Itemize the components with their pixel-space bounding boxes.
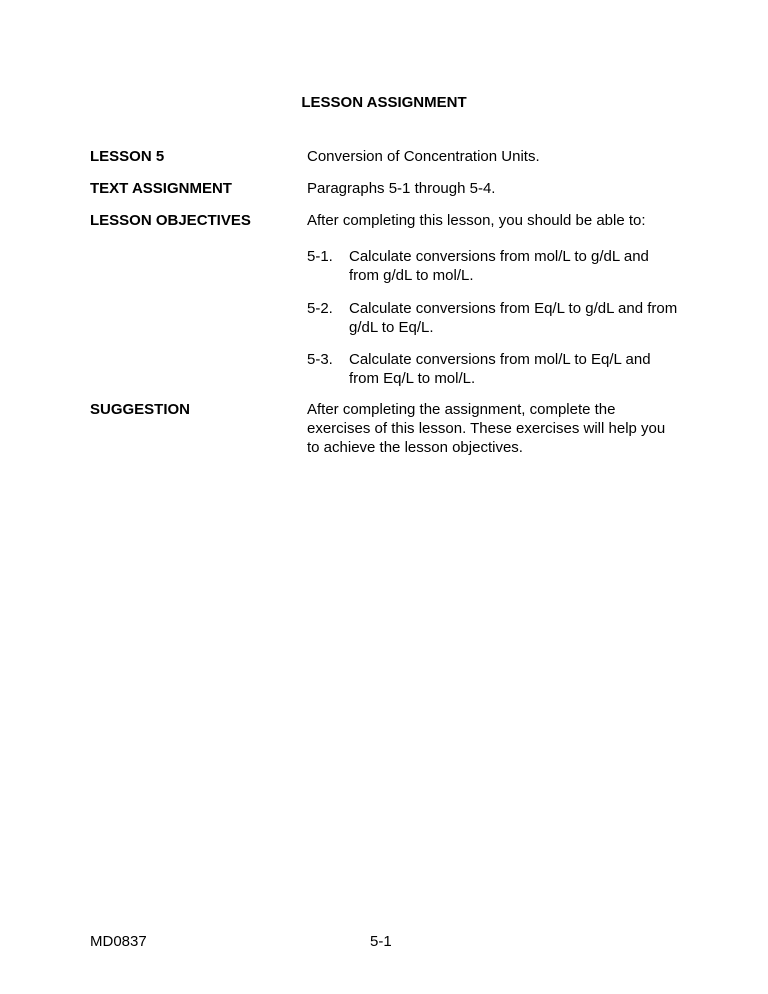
text-assignment-value: Paragraphs 5-1 through 5-4. bbox=[307, 180, 496, 197]
text-assignment-label: TEXT ASSIGNMENT bbox=[90, 180, 232, 197]
objective-text: Calculate conversions from mol/L to g/dL and from g/dL to mol/L. bbox=[349, 248, 649, 284]
objective-text: Calculate conversions from mol/L to Eq/L and from Eq/L to mol/L. bbox=[349, 351, 651, 387]
lesson-value: Conversion of Concentration Units. bbox=[307, 148, 540, 165]
lesson-objectives-intro: After completing this lesson, you should be able to: bbox=[307, 212, 646, 229]
suggestion-text: After completing the assignment, complete the exercises of this lesson. These exercises will help you to achieve the lesson objectives. bbox=[307, 401, 666, 456]
objective-number: 5-3. bbox=[307, 351, 333, 368]
objective-number: 5-1. bbox=[307, 248, 333, 265]
footer-doc-id: MD0837 bbox=[90, 933, 147, 950]
objective-number: 5-2. bbox=[307, 300, 333, 317]
suggestion-label: SUGGESTION bbox=[90, 401, 191, 418]
lesson-objectives-label: LESSON OBJECTIVES bbox=[90, 212, 251, 229]
objective-text: Calculate conversions from Eq/L to g/dL and from g/dL to Eq/L. bbox=[349, 300, 678, 336]
footer-page-number: 5-1 bbox=[370, 933, 392, 950]
page-title: LESSON ASSIGNMENT bbox=[301, 94, 467, 111]
lesson-label: LESSON 5 bbox=[90, 148, 165, 165]
